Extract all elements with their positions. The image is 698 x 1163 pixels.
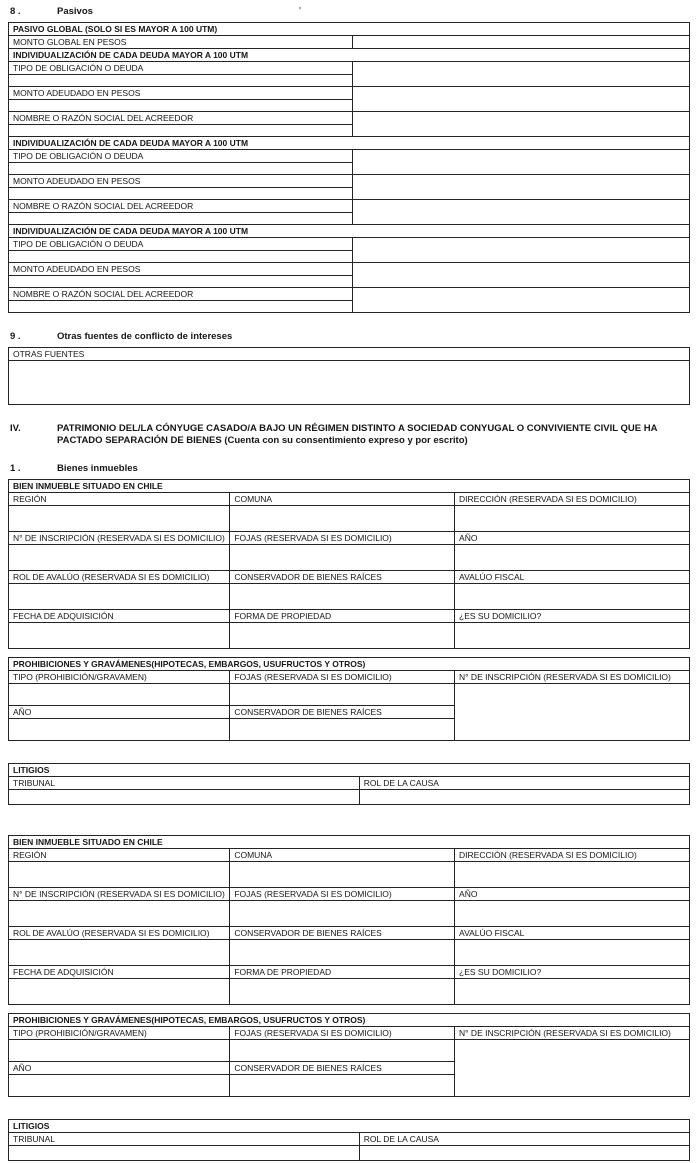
bien-2-fecha-adquisicion-field[interactable] [9,966,230,1005]
litigios-1-rol-causa-label: ROL DE LA CAUSA [360,777,689,790]
bien-1-forma-propiedad-label: FORMA DE PROPIEDAD [230,610,454,623]
deuda-1-acreedor-input[interactable] [352,112,689,137]
section-otras-fuentes-heading [10,331,690,343]
section-bienes-inmuebles-title: Bienes inmuebles [57,463,138,474]
bien-2-direccion-field[interactable] [455,849,690,888]
bien-2-forma-propiedad-label: FORMA DE PROPIEDAD [230,966,454,979]
prohib-2-fojas-field[interactable] [230,1027,455,1062]
section-bienes-inmuebles-heading [10,463,690,475]
deuda-1-monto-input[interactable] [352,87,689,112]
bien-1-fojas-label: FOJAS (RESERVADA SI ES DOMICILIO) [230,532,454,545]
prohib-1-conservador-label: CONSERVADOR DE BIENES RAÍCES [230,706,454,719]
litigios-2-table [8,1119,690,1161]
deuda-1-monto-field [9,87,353,112]
deuda-3-acreedor-input[interactable] [352,288,689,313]
prohib-2-inscripcion-field[interactable] [455,1027,690,1097]
deuda-1-tipo-label: TIPO DE OBLIGACIÓN O DEUDA [9,62,352,75]
deuda-1-tipo-field [9,62,353,87]
bien-1-conservador-label: CONSERVADOR DE BIENES RAÍCES [230,571,454,584]
prohib-1-inscripcion-label: N° DE INSCRIPCIÓN (RESERVADA SI ES DOMICILIO) [455,671,689,684]
bien-1-anio-label: AÑO [455,532,689,545]
deuda-1-tipo-input[interactable] [352,62,689,87]
pasivos-table [8,22,690,313]
bien-2-fecha-adquisicion-label: FECHA DE ADQUISICIÓN [9,966,229,979]
deuda-2-monto-field [9,175,353,200]
prohib-1-inscripcion-field[interactable] [455,671,690,741]
stray-mark: ' [299,6,301,17]
prohibiciones-2-table [8,1013,690,1097]
deuda-1-acreedor-field [9,112,353,137]
bien-1-inscripcion-field[interactable] [9,532,230,571]
prohib-2-conservador-label: CONSERVADOR DE BIENES RAÍCES [230,1062,454,1075]
deuda-3-tipo-field [9,238,353,263]
prohib-1-tipo-field[interactable] [9,671,230,706]
prohibiciones-2-header: PROHIBICIONES Y GRAVÁMENES(HIPOTECAS, EMBARGOS, USUFRUCTOS Y OTROS) [9,1014,690,1027]
bien-2-fojas-label: FOJAS (RESERVADA SI ES DOMICILIO) [230,888,454,901]
deuda-2-tipo-input[interactable] [352,150,689,175]
litigios-1-header: LITIGIOS [9,764,690,777]
bien-2-comuna-field[interactable] [230,849,455,888]
otras-fuentes-table [8,347,690,405]
bien-2-forma-propiedad-field[interactable] [230,966,455,1005]
bien-1-comuna-field[interactable] [230,493,455,532]
litigios-1-table [8,763,690,805]
bien-2-anio-label: AÑO [455,888,689,901]
deuda-3-monto-label: MONTO ADEUDADO EN PESOS [9,263,352,276]
prohib-1-conservador-field[interactable] [230,706,455,741]
bien-2-conservador-label: CONSERVADOR DE BIENES RAÍCES [230,927,454,940]
bien-1-fojas-field[interactable] [230,532,455,571]
otras-fuentes-input[interactable] [9,361,690,405]
bien-1-direccion-label: DIRECCIÓN (RESERVADA SI ES DOMICILIO) [455,493,689,506]
deuda-3-tipo-label: TIPO DE OBLIGACIÓN O DEUDA [9,238,352,251]
section-patrimonio-conyuge-heading [10,423,690,447]
bien-1-es-domicilio-field[interactable] [455,610,690,649]
prohibiciones-1-header: PROHIBICIONES Y GRAVÁMENES(HIPOTECAS, EMBARGOS, USUFRUCTOS Y OTROS) [9,658,690,671]
prohib-2-anio-field[interactable] [9,1062,230,1097]
deuda-2-acreedor-field [9,200,353,225]
bien-1-region-field[interactable] [9,493,230,532]
deuda-2-tipo-label: TIPO DE OBLIGACIÓN O DEUDA [9,150,352,163]
bien-1-inscripcion-label: N° DE INSCRIPCIÓN (RESERVADA SI ES DOMICILIO) [9,532,229,545]
section-otras-fuentes-title: Otras fuentes de conflicto de intereses [57,331,233,342]
bien-1-fecha-adquisicion-label: FECHA DE ADQUISICIÓN [9,610,229,623]
bien-2-region-label: REGIÓN [9,849,229,862]
monto-global-input[interactable] [352,36,689,49]
bien-1-rol-avaluo-field[interactable] [9,571,230,610]
bien-2-rol-avaluo-label: ROL DE AVALÚO (RESERVADA SI ES DOMICILIO) [9,927,229,940]
bien-2-fojas-field[interactable] [230,888,455,927]
section-patrimonio-conyuge-title: PATRIMONIO DEL/LA CÓNYUGE CASADO/A BAJO UN RÉGIMEN DISTINTO A SOCIEDAD CONYUGAL O CONVIVIENTE CIVIL QUE HA PACTADO SEPARACIÓN DE BIENES (Cuenta con su consentimiento expreso y por escrito) [57,423,658,446]
deuda-1-acreedor-label: NOMBRE O RAZÓN SOCIAL DEL ACREEDOR [9,112,352,125]
bien-1-region-label: REGIÓN [9,493,229,506]
bien-2-anio-field[interactable] [455,888,690,927]
prohib-1-tipo-label: TIPO (PROHIBICIÓN/GRAVAMEN) [9,671,229,684]
bien-inmueble-1-table [8,479,690,649]
bien-1-conservador-field[interactable] [230,571,455,610]
litigios-2-header: LITIGIOS [9,1120,690,1133]
bien-1-avaluo-fiscal-field[interactable] [455,571,690,610]
pasivo-global-header: PASIVO GLOBAL (SOLO SI ES MAYOR A 100 UTM) [9,23,690,36]
litigios-2-rol-causa-label: ROL DE LA CAUSA [360,1133,689,1146]
bien-2-region-field[interactable] [9,849,230,888]
litigios-1-rol-causa-field[interactable] [359,777,689,805]
deuda-1-header: INDIVIDUALIZACIÓN DE CADA DEUDA MAYOR A 100 UTM [9,49,690,62]
bien-1-rol-avaluo-label: ROL DE AVALÚO (RESERVADA SI ES DOMICILIO) [9,571,229,584]
bien-2-rol-avaluo-field[interactable] [9,927,230,966]
litigios-2-rol-causa-field[interactable] [359,1133,689,1161]
section-bienes-inmuebles-number: 1 . [10,463,21,474]
section-pasivos-title: Pasivos [57,6,93,17]
prohib-2-anio-label: AÑO [9,1062,229,1075]
bien-2-avaluo-fiscal-field[interactable] [455,927,690,966]
section-patrimonio-conyuge-number: IV. [10,423,21,434]
prohib-2-conservador-field[interactable] [230,1062,455,1097]
prohib-2-inscripcion-label: N° DE INSCRIPCIÓN (RESERVADA SI ES DOMICILIO) [455,1027,689,1040]
bien-2-inscripcion-field[interactable] [9,888,230,927]
prohib-2-tipo-label: TIPO (PROHIBICIÓN/GRAVAMEN) [9,1027,229,1040]
bien-2-direccion-label: DIRECCIÓN (RESERVADA SI ES DOMICILIO) [455,849,689,862]
bien-1-fecha-adquisicion-field[interactable] [9,610,230,649]
deuda-1-monto-label: MONTO ADEUDADO EN PESOS [9,87,352,100]
litigios-1-tribunal-label: TRIBUNAL [9,777,359,790]
bien-2-es-domicilio-field[interactable] [455,966,690,1005]
deuda-2-monto-label: MONTO ADEUDADO EN PESOS [9,175,352,188]
prohib-1-anio-field[interactable] [9,706,230,741]
section-pasivos-heading [10,6,690,18]
section-otras-fuentes-number: 9 . [10,331,21,342]
bien-2-conservador-field[interactable] [230,927,455,966]
otras-fuentes-label: OTRAS FUENTES [9,348,690,361]
bien-inmueble-2-table [8,835,690,1005]
section-pasivos-number: 8 . [10,6,21,17]
prohibiciones-1-table [8,657,690,741]
bien-2-inscripcion-label: N° DE INSCRIPCIÓN (RESERVADA SI ES DOMICILIO) [9,888,229,901]
monto-global-label: MONTO GLOBAL EN PESOS [9,36,353,49]
deuda-3-acreedor-label: NOMBRE O RAZÓN SOCIAL DEL ACREEDOR [9,288,352,301]
prohib-1-fojas-label: FOJAS (RESERVADA SI ES DOMICILIO) [230,671,454,684]
deuda-2-tipo-field [9,150,353,175]
deuda-2-acreedor-input[interactable] [352,200,689,225]
bien-1-avaluo-fiscal-label: AVALÚO FISCAL [455,571,689,584]
bien-1-comuna-label: COMUNA [230,493,454,506]
deuda-2-monto-input[interactable] [352,175,689,200]
bien-2-header: BIEN INMUEBLE SITUADO EN CHILE [9,836,690,849]
bien-1-direccion-field[interactable] [455,493,690,532]
bien-2-es-domicilio-label: ¿ES SU DOMICILIO? [455,966,689,979]
prohib-1-fojas-field[interactable] [230,671,455,706]
deuda-3-monto-field [9,263,353,288]
deuda-3-monto-input[interactable] [352,263,689,288]
deuda-3-tipo-input[interactable] [352,238,689,263]
bien-1-es-domicilio-label: ¿ES SU DOMICILIO? [455,610,689,623]
deuda-3-header: INDIVIDUALIZACIÓN DE CADA DEUDA MAYOR A 100 UTM [9,225,690,238]
deuda-2-acreedor-label: NOMBRE O RAZÓN SOCIAL DEL ACREEDOR [9,200,352,213]
bien-1-forma-propiedad-field[interactable] [230,610,455,649]
litigios-2-tribunal-field[interactable] [9,1133,360,1161]
prohib-2-tipo-field[interactable] [9,1027,230,1062]
prohib-2-fojas-label: FOJAS (RESERVADA SI ES DOMICILIO) [230,1027,454,1040]
litigios-2-tribunal-label: TRIBUNAL [9,1133,359,1146]
bien-2-comuna-label: COMUNA [230,849,454,862]
bien-1-header: BIEN INMUEBLE SITUADO EN CHILE [9,480,690,493]
deuda-3-acreedor-field [9,288,353,313]
prohib-1-anio-label: AÑO [9,706,229,719]
deuda-2-header: INDIVIDUALIZACIÓN DE CADA DEUDA MAYOR A 100 UTM [9,137,690,150]
bien-2-avaluo-fiscal-label: AVALÚO FISCAL [455,927,689,940]
litigios-1-tribunal-field[interactable] [9,777,360,805]
bien-1-anio-field[interactable] [455,532,690,571]
